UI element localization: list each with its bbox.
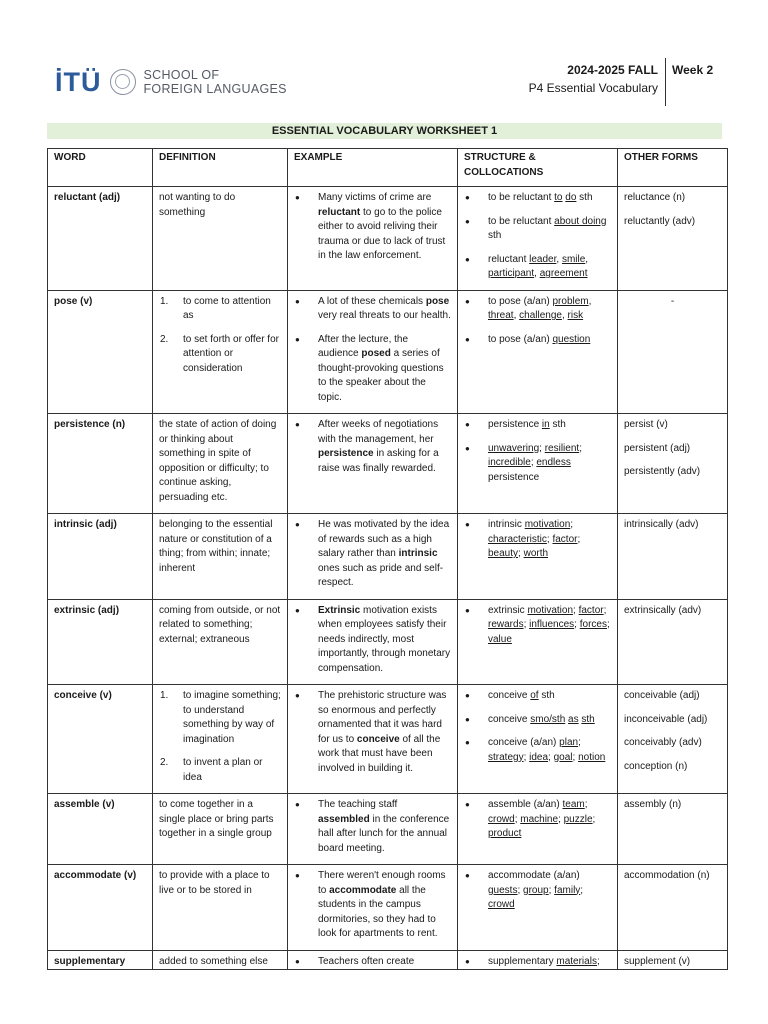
collocation-word: question: [552, 333, 591, 345]
definition-cell: [153, 685, 288, 794]
collocation-word: plan: [559, 737, 579, 748]
example-sentence: ● There weren't enough rooms to accommodate all the students in the campus dormitories, so they had to look for apartments to rent.: [294, 869, 451, 942]
collocation-word: about doing: [554, 215, 607, 227]
other-form: reluctantly (adv): [624, 215, 696, 227]
word-cell: supplementary: [48, 950, 153, 970]
collocation-word: puzzle: [563, 813, 593, 825]
structure-cell: [458, 950, 618, 970]
definition-item: 2. to invent a plan or idea: [160, 757, 263, 783]
collocation-word: crowd: [488, 813, 515, 825]
example-sentence: ● After the lecture, the audience posed a series of thought-provoking questions to the speaker about the topic.: [294, 333, 451, 406]
collocation-word: challenge: [519, 310, 562, 321]
collocation-word: rewards: [488, 619, 524, 630]
other-forms-cell: [618, 599, 728, 685]
other-forms-cell: [618, 950, 728, 970]
example-sentence: ● Teachers often create: [294, 955, 451, 970]
definition-item: 2. to set forth or offer for attention or consideration: [160, 333, 279, 374]
example-cell: [288, 290, 458, 414]
definition-cell: to come together in a single place or bring parts together in a single group: [153, 794, 288, 865]
collocation-word: endless: [536, 457, 571, 468]
collocation-word: characteristic: [488, 533, 547, 545]
definition-cell: [153, 290, 288, 414]
example-list: [294, 869, 451, 942]
collocation-item: ● unwavering; resilient; incredible; endless persistence: [464, 442, 611, 486]
example-cell: [288, 685, 458, 794]
definition-list: [159, 689, 281, 785]
other-forms-cell: [618, 794, 728, 865]
example-list: [294, 191, 451, 264]
table-row: [48, 865, 728, 951]
collocation-word: group: [523, 884, 549, 896]
example-list: [294, 295, 451, 406]
column-header-word: WORD: [48, 149, 153, 187]
keyword-highlight: posed: [361, 348, 391, 359]
collocation-word: worth: [523, 548, 549, 559]
collocation-word: problem: [552, 295, 589, 307]
collocation-word: crowd: [488, 899, 515, 910]
collocation-item: ● supplementary materials;: [464, 955, 611, 970]
other-form: supplement (v): [624, 955, 691, 967]
table-row: [48, 685, 728, 794]
table-row: [48, 414, 728, 514]
example-cell: [288, 414, 458, 514]
school-logo: [55, 68, 287, 96]
collocation-word: beauty: [488, 548, 519, 559]
collocation-list: [464, 191, 611, 282]
example-cell: [288, 794, 458, 865]
other-forms-cell: [618, 685, 728, 794]
word-cell: assemble (v): [48, 794, 153, 865]
other-form: persist (v): [624, 419, 668, 430]
collocation-list: [464, 798, 611, 842]
collocation-word: of: [530, 690, 539, 701]
column-header-definition: DEFINITION: [153, 149, 288, 187]
school-name: [144, 68, 287, 96]
column-header-other-forms: OTHER FORMS: [618, 149, 728, 187]
document-header: [0, 0, 768, 120]
definition-cell: added to something else: [153, 950, 288, 970]
definition-cell: belonging to the essential nature or constitution of a thing; from within; innate; inherent: [153, 514, 288, 600]
collocation-word: threat: [488, 310, 514, 321]
collocation-item: ● to be reluctant to do sth: [464, 191, 611, 206]
structure-cell: [458, 187, 618, 291]
column-header-example: EXAMPLE: [288, 149, 458, 187]
example-list: [294, 955, 451, 970]
definition-cell: the state of action of doing or thinking about something in spite of opposition or difficulty; to continue asking, persuading etc.: [153, 414, 288, 514]
term-label: 2024-2025 FALL: [567, 63, 658, 77]
structure-cell: [458, 794, 618, 865]
other-form: conceivable (adj): [624, 690, 700, 701]
example-list: [294, 518, 451, 591]
definition-number: 2.: [160, 757, 169, 768]
definition-number: 1.: [160, 690, 169, 701]
definition-list: [159, 295, 281, 377]
collocation-word: in: [541, 419, 550, 430]
collocation-word: smile: [561, 253, 586, 265]
table-row: [48, 187, 728, 291]
example-list: [294, 418, 451, 476]
structure-cell: [458, 290, 618, 414]
word-cell: extrinsic (adj): [48, 599, 153, 685]
worksheet-title: ESSENTIAL VOCABULARY WORKSHEET 1: [47, 123, 722, 139]
collocation-word: goal: [553, 751, 573, 763]
keyword-highlight: intrinsic: [398, 548, 438, 559]
definition-cell: not wanting to do something: [153, 187, 288, 291]
collocation-word: risk: [567, 310, 584, 321]
school-name-line2: FOREIGN LANGUAGES: [143, 82, 287, 96]
other-forms-cell: [618, 865, 728, 951]
example-sentence: ● He was motivated by the idea of rewards such as a high salary rather than intrinsic ones such as pride and self-respect.: [294, 518, 451, 591]
word-cell: accommodate (v): [48, 865, 153, 951]
collocation-word: machine: [520, 813, 559, 825]
collocation-word: idea: [529, 751, 549, 763]
definition-item: 1. to imagine something; to understand something by way of imagination: [160, 690, 281, 745]
collocation-list: [464, 689, 611, 765]
definition-number: 2.: [160, 333, 169, 345]
vocabulary-table: [47, 148, 728, 970]
keyword-highlight: Extrinsic: [318, 604, 361, 616]
collocation-item: ● extrinsic motivation; factor; rewards; influences; forces; value: [464, 604, 611, 648]
collocation-item: ● conceive smo/sth as sth: [464, 713, 611, 728]
structure-cell: [458, 414, 618, 514]
other-form: intrinsically (adv): [624, 519, 699, 530]
table-row: [48, 794, 728, 865]
collocation-word: incredible: [488, 457, 531, 468]
other-form: -: [670, 295, 675, 307]
collocation-word: factor: [578, 604, 604, 616]
keyword-highlight: assembled: [318, 813, 370, 825]
definition-cell: coming from outside, or not related to something; external; extraneous: [153, 599, 288, 685]
university-seal-icon: [110, 69, 136, 95]
table-row: [48, 290, 728, 414]
other-form: persistent (adj): [624, 442, 691, 454]
example-cell: [288, 187, 458, 291]
collocation-list: [464, 955, 611, 970]
collocation-word: forces: [579, 619, 607, 630]
example-cell: [288, 865, 458, 951]
table-row: [48, 599, 728, 685]
example-sentence: ● After weeks of negotiations with the management, her persistence in asking for a raise was finally rewarded.: [294, 418, 451, 476]
collocation-list: [464, 518, 611, 562]
example-sentence: ● Extrinsic motivation exists when employees satisfy their needs indirectly, most importantly, through monetary compensation.: [294, 604, 451, 677]
collocation-list: [464, 604, 611, 648]
collocation-word: materials: [556, 955, 597, 967]
collocation-word: participant: [488, 268, 535, 279]
collocation-word: unwavering: [488, 442, 540, 454]
word-cell: reluctant (adj): [48, 187, 153, 291]
collocation-word: smo/sth: [530, 713, 566, 725]
collocation-item: ● persistence in sth: [464, 418, 611, 433]
structure-cell: [458, 865, 618, 951]
other-forms-cell: [618, 290, 728, 414]
table-header-row: [48, 149, 728, 187]
collocation-word: notion: [578, 751, 606, 763]
column-header-structure: STRUCTURE & COLLOCATIONS: [458, 149, 618, 187]
collocation-item: ● to pose (a/an) question: [464, 333, 611, 348]
other-forms-cell: [618, 414, 728, 514]
other-form: persistently (adv): [624, 466, 701, 477]
other-form: accommodation (n): [624, 870, 710, 881]
collocation-list: [464, 418, 611, 485]
collocation-item: ● conceive of sth: [464, 689, 611, 704]
collocation-word: value: [488, 633, 512, 645]
collocation-list: [464, 869, 611, 913]
table-body: [48, 187, 728, 970]
collocation-item: ● to be reluctant about doing sth: [464, 215, 611, 244]
keyword-highlight: reluctant: [318, 206, 361, 218]
collocation-word: motivation: [524, 519, 571, 530]
collocation-word: as: [568, 713, 579, 725]
definition-item: 1. to come to attention as: [160, 295, 271, 321]
collocation-word: to: [554, 192, 563, 203]
collocation-word: product: [488, 828, 522, 839]
structure-cell: [458, 599, 618, 685]
word-cell: pose (v): [48, 290, 153, 414]
example-sentence: ● The prehistoric structure was so enormous and perfectly ornamented that it was hard for us to conceive of all the work that must have been involved in building it.: [294, 689, 451, 776]
keyword-highlight: persistence: [318, 448, 374, 459]
word-cell: conceive (v): [48, 685, 153, 794]
structure-cell: [458, 514, 618, 600]
example-list: [294, 798, 451, 856]
collocation-item: ● conceive (a/an) plan; strategy; idea; goal; notion: [464, 736, 611, 765]
word-cell: intrinsic (adj): [48, 514, 153, 600]
collocation-word: influences: [529, 619, 575, 630]
example-cell: [288, 599, 458, 685]
collocation-word: sth: [581, 713, 595, 725]
other-forms-cell: [618, 514, 728, 600]
other-form: conception (n): [624, 760, 688, 772]
example-cell: [288, 514, 458, 600]
word-cell: persistence (n): [48, 414, 153, 514]
collocation-word: strategy: [488, 751, 524, 763]
other-form: extrinsically (adv): [624, 604, 702, 616]
collocation-word: motivation: [527, 604, 574, 616]
example-sentence: ● Many victims of crime are reluctant to go to the police either to avoid reliving their trauma or due to lack of trust in the law enforcement.: [294, 191, 451, 264]
collocation-word: leader: [529, 253, 557, 265]
collocation-word: team: [562, 799, 585, 810]
other-form: assembly (n): [624, 799, 682, 810]
other-form: conceivably (adv): [624, 737, 702, 748]
keyword-highlight: accommodate: [329, 884, 397, 896]
week-label: Week 2: [672, 63, 714, 77]
collocation-word: factor: [552, 533, 578, 545]
collocation-word: do: [565, 192, 577, 203]
collocation-item: ● assemble (a/an) team; crowd; machine; puzzle; product: [464, 798, 611, 842]
example-cell: [288, 950, 458, 970]
collocation-item: ● reluctant leader, smile, participant, agreement: [464, 253, 611, 282]
collocation-item: ● intrinsic motivation; characteristic; factor; beauty; worth: [464, 518, 611, 562]
table-row: [48, 950, 728, 970]
keyword-highlight: conceive: [356, 733, 400, 745]
structure-cell: [458, 685, 618, 794]
keyword-highlight: pose: [425, 295, 450, 307]
collocation-word: resilient: [544, 442, 580, 454]
example-list: [294, 689, 451, 776]
header-divider: [665, 58, 666, 106]
other-forms-cell: [618, 187, 728, 291]
other-form: reluctance (n): [624, 192, 686, 203]
example-list: [294, 604, 451, 677]
collocation-list: [464, 295, 611, 348]
collocation-word: agreement: [539, 268, 588, 279]
collocation-word: family: [554, 884, 581, 896]
example-sentence: ● The teaching staff assembled in the conference hall after lunch for the annual board meeting.: [294, 798, 451, 856]
itu-logo-mark: İTÜ: [55, 66, 102, 97]
definition-number: 1.: [160, 295, 169, 307]
school-name-line1: SCHOOL OF: [143, 68, 220, 82]
table-row: [48, 514, 728, 600]
course-label: P4 Essential Vocabulary: [528, 81, 658, 95]
other-form: inconceivable (adj): [624, 713, 708, 725]
collocation-item: ● to pose (a/an) problem, threat, challenge, risk: [464, 295, 611, 324]
definition-cell: to provide with a place to live or to be stored in: [153, 865, 288, 951]
example-sentence: ● A lot of these chemicals pose very real threats to our health.: [294, 295, 451, 324]
collocation-word: guests: [488, 884, 518, 896]
collocation-item: ● accommodate (a/an) guests; group; family; crowd: [464, 869, 611, 913]
